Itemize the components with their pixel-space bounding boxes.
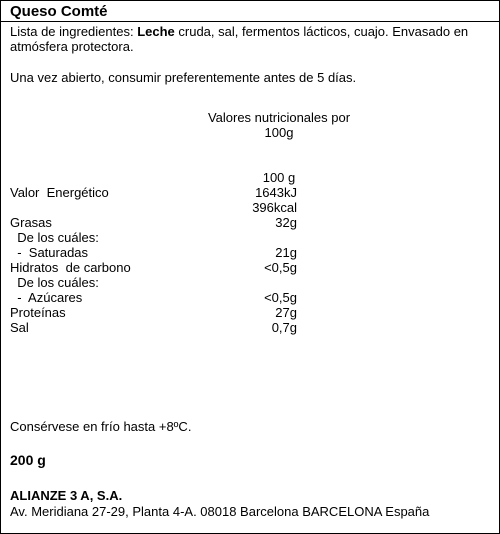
nutrition-row [1, 245, 500, 260]
nutrient-name: Hidratos de carbono [10, 260, 131, 275]
ingredients-prefix: Lista de ingredientes: [10, 24, 138, 39]
nutrition-row [1, 185, 500, 200]
nutrient-name: Proteínas [10, 305, 66, 320]
nutrient-name: De los cuáles: [10, 275, 99, 290]
storage-note: Una vez abierto, consumir preferentemente antes de 5 días. [10, 70, 357, 85]
conservation-note: Consérvese en frío hasta +8ºC. [10, 419, 192, 434]
company-address: Av. Meridiana 27-29, Planta 4-A. 08018 Barcelona BARCELONA España [10, 504, 430, 519]
nutrient-value: 396kcal [252, 200, 297, 215]
ingredients-list [10, 24, 490, 54]
nutrient-value: <0,5g [264, 290, 297, 305]
nutrition-row [1, 230, 500, 245]
nutrient-name: - Saturadas [10, 245, 89, 260]
ingredients-rest: cruda, sal, fermentos lácticos, cuajo. Envasado en atmósfera protectora. [10, 24, 469, 54]
nutrient-value: 0,7g [271, 320, 297, 335]
nutrient-value: 32g [275, 215, 297, 230]
nutrient-value: 21g [275, 245, 297, 260]
nutrition-column-header: 100 g [262, 170, 296, 185]
nutrition-header: Valores nutricionales por 100g [207, 110, 351, 140]
nutrient-value: <0,5g [264, 260, 297, 275]
title-divider [1, 21, 499, 22]
nutrient-value: 27g [275, 305, 297, 320]
nutrient-name: Sal [10, 320, 29, 335]
nutrition-row [1, 200, 500, 215]
nutrient-name: Grasas [10, 215, 52, 230]
nutrient-value: 1643kJ [255, 185, 297, 200]
net-weight: 200 g [10, 452, 46, 468]
company-name: ALIANZE 3 A, S.A. [10, 488, 123, 503]
nutrient-name: Valor Energético [10, 185, 109, 200]
nutrition-row [1, 275, 500, 290]
nutrition-row [1, 260, 500, 275]
nutrition-row [1, 290, 500, 305]
nutrition-row [1, 215, 500, 230]
nutrient-name: - Azúcares [10, 290, 83, 305]
product-title: Queso Comté [10, 3, 108, 20]
nutrient-name: De los cuáles: [10, 230, 99, 245]
ingredients-highlight: Leche [137, 24, 175, 39]
nutrition-row [1, 305, 500, 320]
nutrition-row [1, 320, 500, 335]
